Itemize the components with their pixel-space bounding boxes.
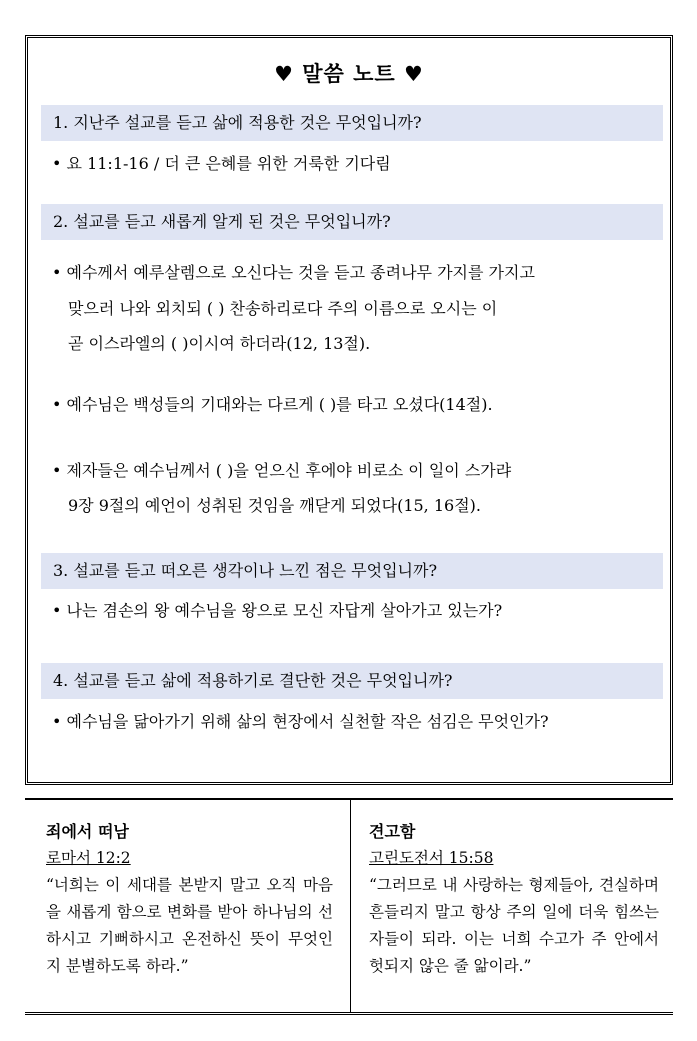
verse-left-text: “너희는 이 세대를 본받지 말고 오직 마음을 새롭게 함으로 변화를 받아 하나님의 선하시고 기뻐하시고 온전하신 뜻이 무엇인지 분별하도록 하라.” bbox=[46, 876, 333, 975]
question-1: 1. 지난주 설교를 듣고 삶에 적용한 것은 무엇입니까? bbox=[41, 105, 663, 141]
question-4: 4. 설교를 듣고 삶에 적용하기로 결단한 것은 무엇입니까? bbox=[41, 663, 663, 699]
verse-right-reference: 고린도전서 15:58 bbox=[369, 849, 494, 867]
question-2-line-4: • 예수님은 백성들의 기대와는 다르게 ( )를 타고 오셨다(14절). bbox=[52, 395, 493, 414]
verse-left-column bbox=[46, 818, 333, 980]
question-3-answer: • 나는 겸손의 왕 예수님을 왕으로 모신 자답게 살아가고 있는가? bbox=[52, 601, 503, 620]
sermon-note-box bbox=[25, 35, 673, 785]
note-title: ♥ 말씀 노트 ♥ bbox=[274, 62, 424, 86]
verse-section-top-rule bbox=[25, 798, 673, 800]
verse-section-bottom-rule bbox=[25, 1012, 673, 1015]
verse-right-heading: 견고함 bbox=[369, 822, 416, 841]
question-4-answer: • 예수님을 닮아가기 위해 삶의 현장에서 실천할 작은 섬김은 무엇인가? bbox=[52, 712, 549, 731]
verse-left-heading: 죄에서 떠남 bbox=[46, 822, 129, 841]
verse-right-text: “그러므로 내 사랑하는 형제들아, 견실하며 흔들리지 말고 항상 주의 일에 더욱 힘쓰는 자들이 되라. 이는 너희 수고가 주 안에서 헛되지 않은 줄 앎이라.” bbox=[369, 876, 659, 975]
question-2-line-1: • 예수께서 예루살렘으로 오신다는 것을 듣고 종려나무 가지를 가지고 bbox=[52, 263, 535, 282]
question-2-line-6: 9장 9절의 예언이 성취된 것임을 깨닫게 되었다(15, 16절). bbox=[68, 496, 482, 515]
verse-column-divider bbox=[350, 799, 351, 1012]
verse-left-reference: 로마서 12:2 bbox=[46, 849, 131, 867]
question-2-line-5: • 제자들은 예수님께서 ( )을 얻으신 후에야 비로소 이 일이 스가랴 bbox=[52, 461, 512, 480]
question-2-line-3: 곧 이스라엘의 ( )이시여 하더라(12, 13절). bbox=[68, 334, 371, 353]
question-2-line-2: 맞으러 나와 외치되 ( ) 찬송하리로다 주의 이름으로 오시는 이 bbox=[68, 299, 498, 318]
verse-right-column bbox=[369, 818, 659, 980]
question-2: 2. 설교를 듣고 새롭게 알게 된 것은 무엇입니까? bbox=[41, 204, 663, 240]
question-1-answer: • 요 11:1-16 / 더 큰 은혜를 위한 거룩한 기다림 bbox=[52, 154, 391, 173]
question-3: 3. 설교를 듣고 떠오른 생각이나 느낀 점은 무엇입니까? bbox=[41, 553, 663, 589]
